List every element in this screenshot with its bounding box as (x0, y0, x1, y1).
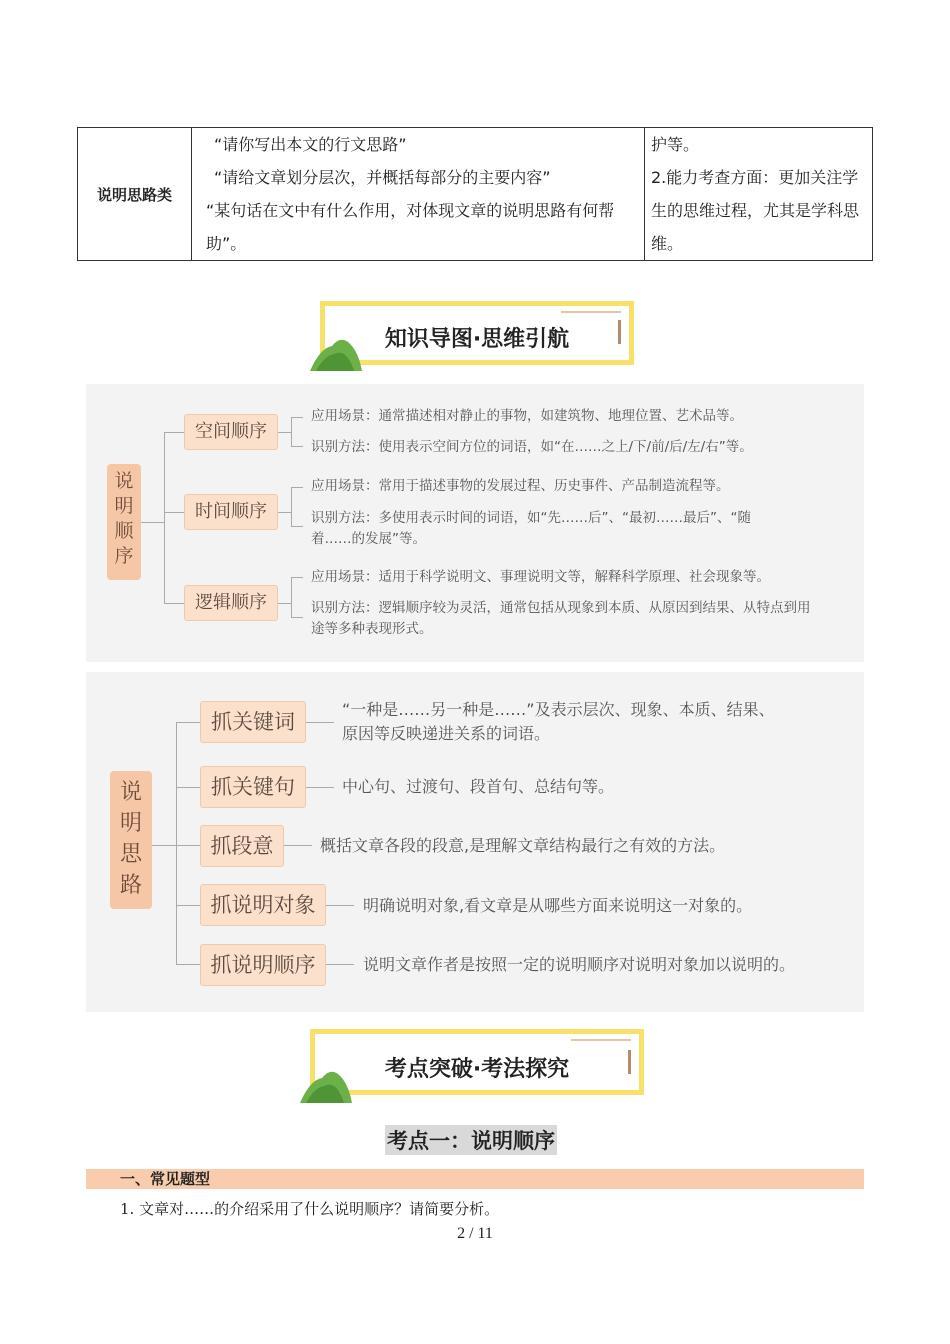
connector (164, 432, 184, 433)
branch-temporal (184, 494, 278, 530)
leaf-scene: 应用场景：常用于描述事物的发展过程、历史事件、产品制造流程等。 (311, 478, 730, 494)
connector (176, 845, 200, 846)
connector (291, 417, 303, 418)
branch-keywords (200, 701, 306, 743)
question-line: “某句话在文中有什么作用，对体现文章的说明思路有何帮助”。 (206, 201, 615, 253)
question-line: “请你写出本文的行文思路” (214, 135, 407, 154)
connector (284, 845, 312, 846)
connector (291, 577, 292, 618)
branch-desc: 中心句、过渡句、段首句、总结句等。 (342, 777, 615, 796)
branch-label: 抓关键句 (211, 775, 295, 799)
map-root (107, 464, 141, 580)
connector (278, 603, 292, 604)
question-item: 1. 文章对……的介绍采用了什么说明顺序？请简要分析。 (120, 1200, 500, 1218)
section-heading: 考点一：说明顺序 (385, 1125, 557, 1155)
section-bar (86, 1169, 864, 1189)
banner-title: 知识导图·思维引航 (384, 327, 570, 352)
branch-desc: 明确说明对象,看文章是从哪些方面来说明这一对象的。 (363, 896, 753, 915)
branch-label: 时间顺序 (195, 501, 267, 522)
branch-desc: 说明文章作者是按照一定的说明顺序对说明对象加以说明的。 (363, 955, 796, 974)
hill-icon (298, 1060, 354, 1104)
leaf-scene: 应用场景：适用于科学说明文、事理说明文等，解释科学原理、社会现象等。 (311, 569, 770, 585)
connector (278, 432, 292, 433)
branch-desc: 概括文章各段的段意,是理解文章结构最行之有效的方法。 (320, 836, 726, 855)
connector (291, 417, 292, 447)
section-banner (320, 301, 634, 365)
connector (291, 446, 303, 447)
note-line: 2.能力考查方面：更加关注学生的思维过程，尤其是学科思维。 (651, 168, 860, 253)
table-notes (645, 128, 873, 261)
banner-title: 考点突破·考法探究 (384, 1057, 570, 1082)
connector (176, 964, 200, 965)
table-category: 说明思路类 (78, 128, 192, 261)
branch-paragraph-meaning (200, 825, 284, 867)
connector (152, 845, 177, 846)
connector (291, 617, 303, 618)
branch-spatial (184, 414, 278, 450)
connector (306, 722, 334, 723)
connector (164, 432, 165, 604)
connector (291, 487, 303, 488)
leaf-scene: 应用场景：通常描述相对静止的事物，如建筑物、地理位置、艺术品等。 (311, 408, 743, 424)
branch-object (200, 884, 326, 926)
connector (176, 722, 200, 723)
connector (164, 603, 184, 604)
banner-mark (571, 1039, 631, 1041)
connector (326, 964, 354, 965)
leaf-method: 识别方法：多使用表示时间的词语，如“先……后”、“最初……最后”、“随着……的发展”等。 (311, 510, 751, 547)
connector (176, 905, 200, 906)
connector (164, 512, 184, 513)
connector (291, 487, 292, 527)
connector (176, 787, 200, 788)
branch-order (200, 944, 326, 986)
table-questions (192, 128, 645, 261)
branch-label: 空间顺序 (195, 421, 267, 442)
bar-title: 一、常见题型 (120, 1170, 211, 1188)
connector (291, 526, 303, 527)
connector (306, 787, 334, 788)
question-type-table (77, 127, 873, 261)
branch-key-sentences (200, 766, 306, 808)
branch-label: 抓说明顺序 (210, 953, 316, 977)
section-banner (310, 1029, 644, 1095)
connector (291, 577, 303, 578)
question-line: “请给文章划分层次，并概括每部分的主要内容” (214, 168, 551, 187)
banner-mark (561, 311, 621, 313)
connector (141, 522, 165, 523)
map-root-label: 说明顺序 (114, 470, 134, 567)
branch-label: 抓关键词 (211, 710, 295, 734)
connector (278, 512, 292, 513)
map-root (110, 771, 152, 909)
page-number: 2 / 11 (457, 1225, 493, 1242)
note-line: 护等。 (651, 135, 700, 154)
branch-desc: “一种是……另一种是……”及表示层次、现象、本质、结果、原因等反映递进关系的词语。 (342, 700, 775, 743)
branch-logical (184, 585, 278, 621)
map-root-label: 说明思路 (119, 780, 142, 898)
hill-icon (308, 328, 364, 372)
branch-label: 抓段意 (210, 834, 274, 858)
leaf-method: 识别方法：逻辑顺序较为灵活，通常包括从现象到本质、从原因到结果、从特点到用途等多种表现形式。 (311, 600, 811, 637)
branch-label: 抓说明对象 (210, 893, 316, 917)
branch-label: 逻辑顺序 (195, 592, 267, 613)
leaf-method: 识别方法：使用表示空间方位的词语，如“在……之上/下/前/后/左/右”等。 (311, 439, 753, 455)
connector (176, 722, 177, 965)
connector (326, 905, 354, 906)
